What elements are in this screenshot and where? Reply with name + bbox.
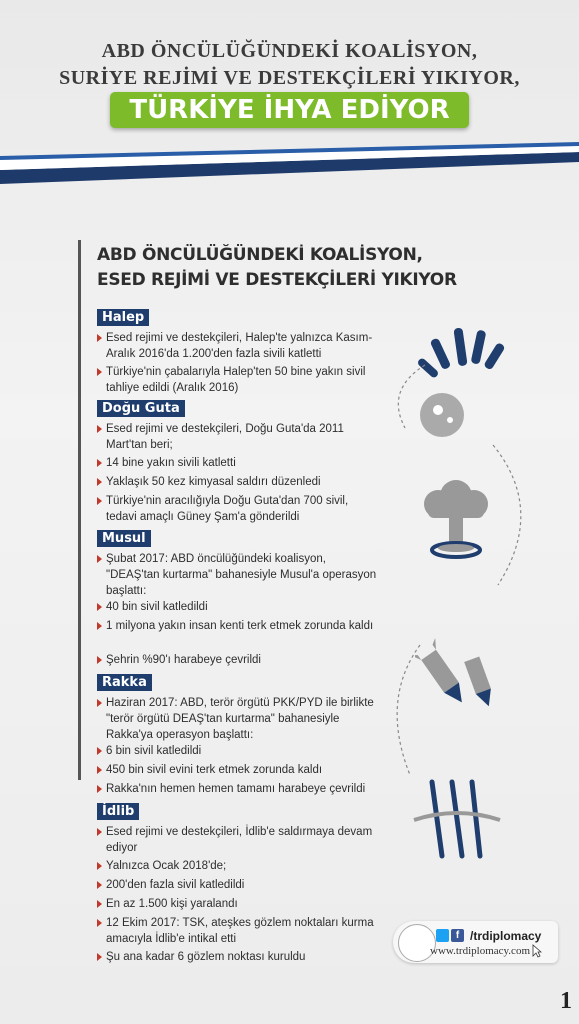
header-line2: SURİYE REJİMİ VE DESTEKÇİLERİ YIKIYOR,: [59, 67, 520, 89]
cursor-icon: [532, 944, 542, 958]
category-idlib: İdlib: [97, 803, 139, 820]
header-stripes: [0, 140, 579, 200]
section-divider-line: [78, 240, 81, 780]
header-banner: [110, 92, 469, 128]
category-halep: Halep: [97, 309, 149, 326]
list-item: Şubat 2017: ABD öncülüğündeki koalisyon, "DEAŞ'tan kurtarma" bahanesiyle Musul'a operasyon başlattı:: [97, 551, 377, 599]
missile-icon: [415, 630, 515, 720]
header-banner-text: TÜRKİYE İHYA EDİYOR: [129, 95, 450, 125]
list-item: 450 bin sivil evini terk etmek zorunda kaldı: [97, 762, 377, 778]
dashed-connector: [380, 360, 430, 430]
category-musul: Musul: [97, 530, 151, 547]
website-link[interactable]: www.trdiplomacy.com: [430, 945, 530, 957]
list-item: 14 bine yakın sivili katletti: [97, 455, 377, 471]
category-dogu-guta: Doğu Guta: [97, 400, 185, 417]
list-item: 200'den fazla sivil katledildi: [97, 877, 377, 893]
list-item: 1 milyona yakın insan kenti terk etmek zorunda kaldı: [97, 618, 377, 634]
facebook-icon[interactable]: f: [451, 929, 464, 942]
list-item: Esed rejimi ve destekçileri, İdlib'e saldırmaya devam ediyor: [97, 824, 377, 856]
list-item: Şu ana kadar 6 gözlem noktası kuruldu: [97, 949, 377, 965]
list-item: Rakka'nın hemen hemen tamamı harabeye çevrildi: [97, 781, 377, 797]
dashed-connector: [380, 640, 430, 780]
list-item: Şehrin %90'ı harabeye çevrildi: [97, 652, 377, 668]
page-number: 1: [560, 988, 572, 1014]
section-title-line1: ABD ÖNCÜLÜĞÜNDEKİ KOALİSYON,: [97, 245, 423, 265]
list-item: Türkiye'nin çabalarıyla Halep'ten 50 bine yakın sivil tahliye edildi (Aralık 2016): [97, 364, 377, 396]
category-rakka: Rakka: [97, 674, 152, 691]
list-item: 12 Ekim 2017: TSK, ateşkes gözlem noktaları kurma amacıyla İdlib'e intikal etti: [97, 915, 377, 947]
mushroom-cloud-icon: [416, 478, 496, 568]
barbed-wire-icon: [412, 776, 502, 862]
social-handle[interactable]: /trdiplomacy: [470, 929, 542, 943]
list-item: En az 1.500 kişi yaralandı: [97, 896, 377, 912]
twitter-icon[interactable]: [436, 929, 449, 942]
dashed-connector: [488, 440, 548, 590]
list-item: Haziran 2017: ABD, terör örgütü PKK/PYD ile birlikte "terör örgütü DEAŞ'tan kurtarma" bahanesiyle Rakka'ya operasyon başlattı:: [97, 695, 377, 743]
section-title-line2: ESED REJİMİ VE DESTEKÇİLERİ YIKIYOR: [97, 270, 457, 290]
list-item: 40 bin sivil katledildi: [97, 599, 377, 615]
list-item: Esed rejimi ve destekçileri, Halep'te yalnızca Kasım-Aralık 2016'da 1.200'den fazla sivili katletti: [97, 330, 377, 362]
list-item: Türkiye'nin aracılığıyla Doğu Guta'dan 700 sivil, tedavi amaçlı Güney Şam'a gönderildi: [97, 493, 377, 525]
list-item: Yalnızca Ocak 2018'de;: [97, 858, 377, 874]
list-item: 6 bin sivil katledildi: [97, 743, 377, 759]
list-item: Esed rejimi ve destekçileri, Doğu Guta'da 2011 Mart'tan beri;: [97, 421, 377, 453]
header-line1: ABD ÖNCÜLÜĞÜNDEKİ KOALİSYON,: [101, 40, 478, 62]
list-item: Yaklaşık 50 kez kimyasal saldırı düzenledi: [97, 474, 377, 490]
